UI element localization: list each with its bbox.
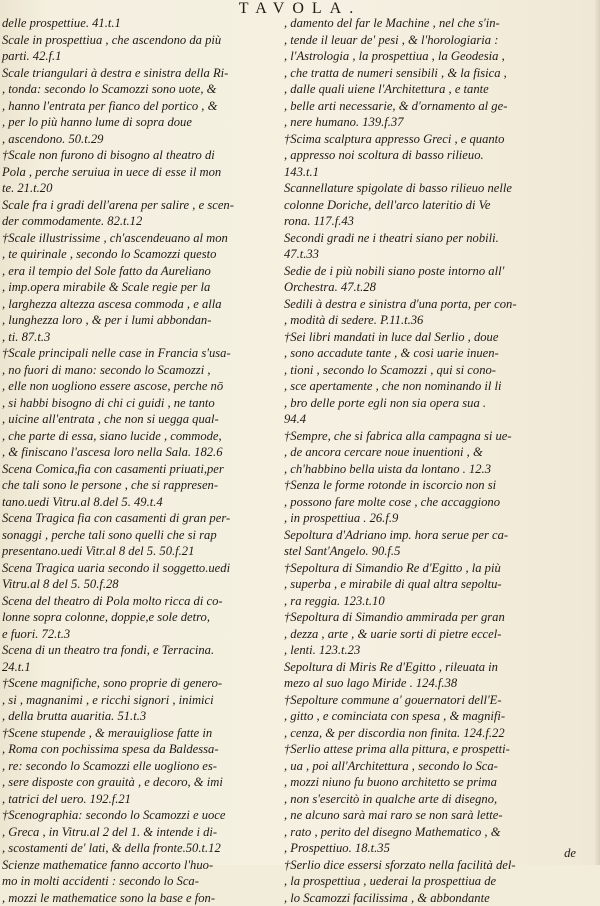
index-line: , tatrici del uero. 192.f.21 xyxy=(2,791,284,808)
index-line: †Scale illustrissime , ch'ascendeuano al mon xyxy=(2,230,284,247)
index-line: Scannellature spigolate di basso rilieuo nelle xyxy=(284,180,584,197)
index-line: , in prospettiua . 26.f.9 xyxy=(284,510,584,527)
index-line: , ra reggia. 123.t.10 xyxy=(284,593,584,610)
index-line: , Roma con pochissima spesa da Baldessa- xyxy=(2,741,284,758)
index-line: , lunghezza loro , & per i lumi abbondan- xyxy=(2,312,284,329)
left-column xyxy=(2,15,284,906)
index-line: , lo Scamozzi facilissima , & abbondante xyxy=(284,890,584,906)
index-line: , Greca , in Vitru.al 2 del 1. & intende i di- xyxy=(2,824,284,841)
index-line: Vitru.al 8 del 5. 50.f.28 xyxy=(2,576,284,593)
index-line: , l'Astrologia , la prospettiua , la Geodesia , xyxy=(284,48,584,65)
index-line: , cenza, & per discordia non finita. 124.f.22 xyxy=(284,725,584,742)
index-line: 143.t.1 xyxy=(284,164,584,181)
index-line: †Scima scalptura appresso Greci , e quanto xyxy=(284,131,584,148)
index-line: , sce apertamente , che non nominando il li xyxy=(284,378,584,395)
index-line: stel Sant'Angelo. 90.f.5 xyxy=(284,543,584,560)
index-line: †Sepoltura di Simandio ammirada per gran xyxy=(284,609,584,626)
index-line: †Sempre, che si fabrica alla campagna si ue- xyxy=(284,428,584,445)
index-line: , elle non uogliono essere ascose, perche nō xyxy=(2,378,284,395)
index-line: e fuori. 72.t.3 xyxy=(2,626,284,643)
index-line: , lenti. 123.t.23 xyxy=(284,642,584,659)
index-line: lonne sopra colonne, doppie,e sole detro, xyxy=(2,609,284,626)
index-line: , si habbi bisogno di chi ci guidi , ne tanto xyxy=(2,395,284,412)
index-line: †Scene stupende , & merauigliose fatte in xyxy=(2,725,284,742)
index-line: 94.4 xyxy=(284,411,584,428)
index-line: parti. 42.f.1 xyxy=(2,48,284,65)
index-line: Sedie de i più nobili siano poste intorno all' xyxy=(284,263,584,280)
index-line: Scena Tragica fia con casamenti di gran per- xyxy=(2,510,284,527)
index-line: , modità di sedere. P.11.t.36 xyxy=(284,312,584,329)
index-line: , gitto , e cominciata con spesa , & magnifi- xyxy=(284,708,584,725)
index-line: , de ancora cercare noue inuentioni , & xyxy=(284,444,584,461)
index-line: , della brutta auaritia. 51.t.3 xyxy=(2,708,284,725)
index-line: Scale fra i gradi dell'arena per salire , e scen- xyxy=(2,197,284,214)
index-line: †Serlio attese prima alla pittura, e prospetti- xyxy=(284,741,584,758)
index-line: , ua , poi all'Architettura , secondo lo Sca- xyxy=(284,758,584,775)
index-line: , non s'esercitò in qualche arte di disegno, xyxy=(284,791,584,808)
index-line: , no fuori di mano: secondo lo Scamozzi , xyxy=(2,362,284,379)
index-line: , rato , perito del disegno Mathematico , & xyxy=(284,824,584,841)
index-line: , ne alcuno sarà mai raro se non sarà lette- xyxy=(284,807,584,824)
index-line: , hanno l'entrata per fianco del portico , & xyxy=(2,98,284,115)
right-column xyxy=(284,15,584,906)
index-line: che tali sono le persone , che si rappresen- xyxy=(2,477,284,494)
index-line: Sepoltura d'Adriano imp. hora serue per ca- xyxy=(284,527,584,544)
index-line: , ch'habbino bella uista da lontano . 12.3 xyxy=(284,461,584,478)
index-line: †Senza le forme rotonde in iscorcio non si xyxy=(284,477,584,494)
index-line: , ti. 87.t.3 xyxy=(2,329,284,346)
index-line: , che parte di essa, siano lucide , commode, xyxy=(2,428,284,445)
index-line: †Serlio dice essersi sforzato nella facilità del- xyxy=(284,857,584,874)
index-line: , appresso noi scoltura di basso rilieuo. xyxy=(284,147,584,164)
index-line: , che tratta de numeri sensibili , & la fisica , xyxy=(284,65,584,82)
index-line: , dalle quali uiene l'Architettura , e tante xyxy=(284,81,584,98)
index-line: Secondi gradi ne i theatri siano per nobili. xyxy=(284,230,584,247)
index-line: tano.uedi Vitru.al 8.del 5. 49.t.4 xyxy=(2,494,284,511)
index-line: †Scale principali nelle case in Francia s'usa- xyxy=(2,345,284,362)
index-line: , damento del far le Machine , nel che s'in- xyxy=(284,15,584,32)
catchword: de xyxy=(564,846,576,861)
index-line: , Prospettiuo. 18.t.35 xyxy=(284,840,584,857)
index-line: , belle arti necessarie, & d'ornamento al ge- xyxy=(284,98,584,115)
index-line: †Sepoltura di Simandio Re d'Egitto , la più xyxy=(284,560,584,577)
index-line: , larghezza altezza ascesa commoda , e alla xyxy=(2,296,284,313)
index-line: Scale triangulari à destra e sinistra della Ri- xyxy=(2,65,284,82)
running-header: TAVOLA. xyxy=(0,0,600,18)
index-line: delle prospettiue. 41.t.1 xyxy=(2,15,284,32)
index-line: Sepoltura di Miris Re d'Egitto , rileuata in xyxy=(284,659,584,676)
index-line: Scena Tragica uaria secondo il soggetto.uedi xyxy=(2,560,284,577)
index-line: , sono accadute tante , & cosi uarie inuen- xyxy=(284,345,584,362)
index-line: Sedili à destra e sinistra d'una porta, per con- xyxy=(284,296,584,313)
index-line: , & finiscano l'ascesa loro nella Sala. 182.6 xyxy=(2,444,284,461)
index-line: , si , magnanimi , e ricchi signori , inimici xyxy=(2,692,284,709)
index-line: , uicine all'entrata , che non si uegga qual- xyxy=(2,411,284,428)
index-line: sonaggi , perche tali sono quelli che si rap xyxy=(2,527,284,544)
index-line: , ascendono. 50.t.29 xyxy=(2,131,284,148)
index-line: , te quirinale , secondo lo Scamozzi questo xyxy=(2,246,284,263)
index-line: colonne Doriche, dell'arco lateritio di Ve xyxy=(284,197,584,214)
index-line: , mozzi le mathematice sono la base e fon- xyxy=(2,890,284,906)
index-line: Scale in prospettiua , che ascendono da più xyxy=(2,32,284,49)
index-line: , scostamenti de' lati, & della fronte.50.t.12 xyxy=(2,840,284,857)
page-edge-shadow xyxy=(594,0,600,865)
index-line: , tioni , secondo lo Scamozzi , qui si cono- xyxy=(284,362,584,379)
index-line: Scena del theatro di Pola molto ricca di co- xyxy=(2,593,284,610)
index-line: Pola , perche seruiua in uece di esse il mon xyxy=(2,164,284,181)
index-line: , per lo più hanno lume di sopra doue xyxy=(2,114,284,131)
index-line: , superba , e mirabile di qual altra sepoltu- xyxy=(284,576,584,593)
index-line: Scienze mathematice fanno accorto l'huo- xyxy=(2,857,284,874)
index-line: , la prospettiua , uederai la prospettiua de xyxy=(284,873,584,890)
index-line: , mozzi niuno fu buono architetto se prima xyxy=(284,774,584,791)
index-line: , era il tempio del Sole fatto da Aureliano xyxy=(2,263,284,280)
index-line: †Scene magnifiche, sono proprie di genero- xyxy=(2,675,284,692)
index-line: , possono fare molte cose , che accaggiono xyxy=(284,494,584,511)
index-line: Scena Comica,fia con casamenti priuati,per xyxy=(2,461,284,478)
index-line: 24.t.1 xyxy=(2,659,284,676)
index-line: mo in molti accidenti : secondo lo Sca- xyxy=(2,873,284,890)
index-line: der commodamente. 82.t.12 xyxy=(2,213,284,230)
index-line: rona. 117.f.43 xyxy=(284,213,584,230)
index-line: , bro delle porte egli non sia opera sua . xyxy=(284,395,584,412)
index-line: , tonda: secondo lo Scamozzi sono uote, & xyxy=(2,81,284,98)
index-line: , sere disposte con grauità , e decoro, & imi xyxy=(2,774,284,791)
index-line: mezo al suo lago Miride . 124.f.38 xyxy=(284,675,584,692)
index-line: Orchestra. 47.t.28 xyxy=(284,279,584,296)
index-line: †Scale non furono di bisogno al theatro di xyxy=(2,147,284,164)
index-line: †Sei libri mandati in luce dal Serlio , doue xyxy=(284,329,584,346)
index-line: , nere humano. 139.f.37 xyxy=(284,114,584,131)
index-line: Scena di un theatro tra fondi, e Terracina. xyxy=(2,642,284,659)
index-line: presentano.uedi Vitr.al 8 del 5. 50.f.21 xyxy=(2,543,284,560)
index-line: , dezza , arte , & uarie sorti di pietre eccel- xyxy=(284,626,584,643)
index-line: , re: secondo lo Scamozzi elle uogliono es- xyxy=(2,758,284,775)
index-line: †Scenographia: secondo lo Scamozzi e uoce xyxy=(2,807,284,824)
index-line: , imp.opera mirabile & Scale regie per la xyxy=(2,279,284,296)
index-line: , tende il leuar de' pesi , & l'horologiaria : xyxy=(284,32,584,49)
index-line: te. 21.t.20 xyxy=(2,180,284,197)
index-line: 47.t.33 xyxy=(284,246,584,263)
index-line: †Sepolture commune a' gouernatori dell'E- xyxy=(284,692,584,709)
